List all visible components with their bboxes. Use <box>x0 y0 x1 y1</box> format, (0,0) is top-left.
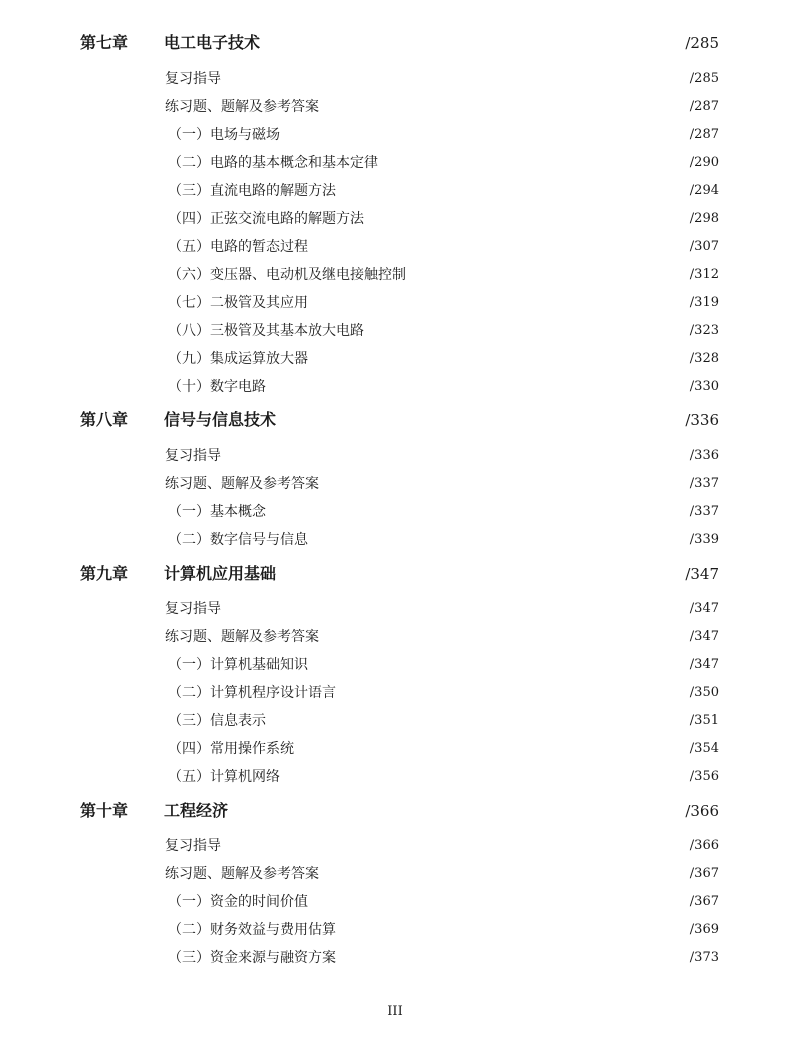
toc-entry[interactable] <box>0 345 790 373</box>
entry-label: （一）计算机基础知识 <box>168 657 308 673</box>
entry-page-number: /287 <box>689 99 719 114</box>
entry-page-number: /290 <box>689 155 719 170</box>
entry-page-number: /328 <box>689 351 719 366</box>
entry-label: （五）计算机网络 <box>168 769 280 785</box>
entry-label: 练习题、题解及参考答案 <box>165 866 319 882</box>
toc-entry[interactable] <box>0 916 790 944</box>
chapter-heading[interactable] <box>0 28 790 58</box>
toc-entry[interactable] <box>0 498 790 526</box>
entry-label: （四）正弦交流电路的解题方法 <box>168 211 364 227</box>
entry-page-number: /347 <box>689 629 719 644</box>
entry-page-number: /367 <box>689 894 719 909</box>
toc-entry[interactable] <box>0 526 790 554</box>
entry-page-number: /356 <box>689 769 719 784</box>
entry-page-number: /373 <box>689 950 719 965</box>
toc-entry[interactable] <box>0 121 790 149</box>
entry-label: （三）直流电路的解题方法 <box>168 183 336 199</box>
entry-page-number: /337 <box>689 504 719 519</box>
toc-entry[interactable] <box>0 679 790 707</box>
entry-label: 复习指导 <box>165 838 221 854</box>
entry-label: （四）常用操作系统 <box>168 741 294 757</box>
entry-page-number: /366 <box>689 838 719 853</box>
entry-page-number: /294 <box>689 183 719 198</box>
entry-label: （一）资金的时间价值 <box>168 894 308 910</box>
toc-entry[interactable] <box>0 373 790 401</box>
entry-label: （八）三极管及其基本放大电路 <box>168 323 364 339</box>
toc-entry[interactable] <box>0 149 790 177</box>
toc-entry[interactable] <box>0 763 790 791</box>
chapter-heading[interactable] <box>0 405 790 435</box>
entry-page-number: /298 <box>689 211 719 226</box>
entry-label: 练习题、题解及参考答案 <box>165 629 319 645</box>
entry-label: （二）数字信号与信息 <box>168 532 308 548</box>
entry-label: （三）信息表示 <box>168 713 266 729</box>
entry-page-number: /337 <box>689 476 719 491</box>
entry-label: （二）电路的基本概念和基本定律 <box>168 155 378 171</box>
chapter-title: 信号与信息技术 <box>164 410 277 429</box>
chapter-heading[interactable] <box>0 796 790 826</box>
toc-entry[interactable] <box>0 65 790 93</box>
toc-entry[interactable] <box>0 888 790 916</box>
entry-label: 复习指导 <box>165 448 221 464</box>
entry-page-number: /354 <box>689 741 719 756</box>
entry-page-number: /367 <box>689 866 719 881</box>
entry-label: （三）资金来源与融资方案 <box>168 950 336 966</box>
toc-entry[interactable] <box>0 93 790 121</box>
toc-entry[interactable] <box>0 944 790 972</box>
entry-page-number: /347 <box>689 601 719 616</box>
entry-page-number: /330 <box>689 379 719 394</box>
entry-label: （九）集成运算放大器 <box>168 351 308 367</box>
toc-entry[interactable] <box>0 317 790 345</box>
entry-page-number: /336 <box>689 448 719 463</box>
chapter-page-number: /347 <box>685 565 719 583</box>
entry-label: （十）数字电路 <box>168 379 266 395</box>
entry-label: 练习题、题解及参考答案 <box>165 99 319 115</box>
entry-label: （七）二极管及其应用 <box>168 295 308 311</box>
toc-entry[interactable] <box>0 707 790 735</box>
chapter-heading[interactable] <box>0 559 790 589</box>
toc-entry[interactable] <box>0 442 790 470</box>
toc-entry[interactable] <box>0 289 790 317</box>
chapter-number: 第八章 <box>80 410 129 429</box>
toc-entry[interactable] <box>0 832 790 860</box>
page-folio: III <box>387 1004 403 1019</box>
chapter-page-number: /366 <box>685 802 719 820</box>
entry-page-number: /369 <box>689 922 719 937</box>
chapter-title: 电工电子技术 <box>164 33 261 52</box>
chapter-title: 工程经济 <box>164 801 229 820</box>
entry-page-number: /287 <box>689 127 719 142</box>
entry-page-number: /285 <box>689 71 719 86</box>
toc-entry[interactable] <box>0 233 790 261</box>
chapter-number: 第七章 <box>80 33 129 52</box>
entry-label: （二）财务效益与费用估算 <box>168 922 336 938</box>
toc-entry[interactable] <box>0 860 790 888</box>
chapter-number: 第九章 <box>80 564 129 583</box>
toc-entry[interactable] <box>0 651 790 679</box>
entry-label: （六）变压器、电动机及继电接触控制 <box>168 267 406 283</box>
chapter-title: 计算机应用基础 <box>164 564 277 583</box>
entry-page-number: /323 <box>689 323 719 338</box>
entry-label: （五）电路的暂态过程 <box>168 239 308 255</box>
chapter-page-number: /336 <box>685 411 719 429</box>
entry-label: （一）基本概念 <box>168 504 266 520</box>
chapter-page-number: /285 <box>685 34 719 52</box>
toc-entry[interactable] <box>0 735 790 763</box>
chapter-number: 第十章 <box>80 801 129 820</box>
entry-page-number: /307 <box>689 239 719 254</box>
toc-entry[interactable] <box>0 595 790 623</box>
toc-entry[interactable] <box>0 177 790 205</box>
entry-page-number: /339 <box>689 532 719 547</box>
entry-label: 练习题、题解及参考答案 <box>165 476 319 492</box>
toc-entry[interactable] <box>0 205 790 233</box>
entry-label: 复习指导 <box>165 71 221 87</box>
entry-page-number: /350 <box>689 685 719 700</box>
entry-page-number: /312 <box>689 267 719 282</box>
entry-label: （一）电场与磁场 <box>168 127 280 143</box>
toc-entry[interactable] <box>0 261 790 289</box>
entry-page-number: /319 <box>689 295 719 310</box>
entry-label: 复习指导 <box>165 601 221 617</box>
toc-entry[interactable] <box>0 470 790 498</box>
entry-page-number: /347 <box>689 657 719 672</box>
toc-entry[interactable] <box>0 623 790 651</box>
entry-page-number: /351 <box>689 713 719 728</box>
entry-label: （二）计算机程序设计语言 <box>168 685 336 701</box>
